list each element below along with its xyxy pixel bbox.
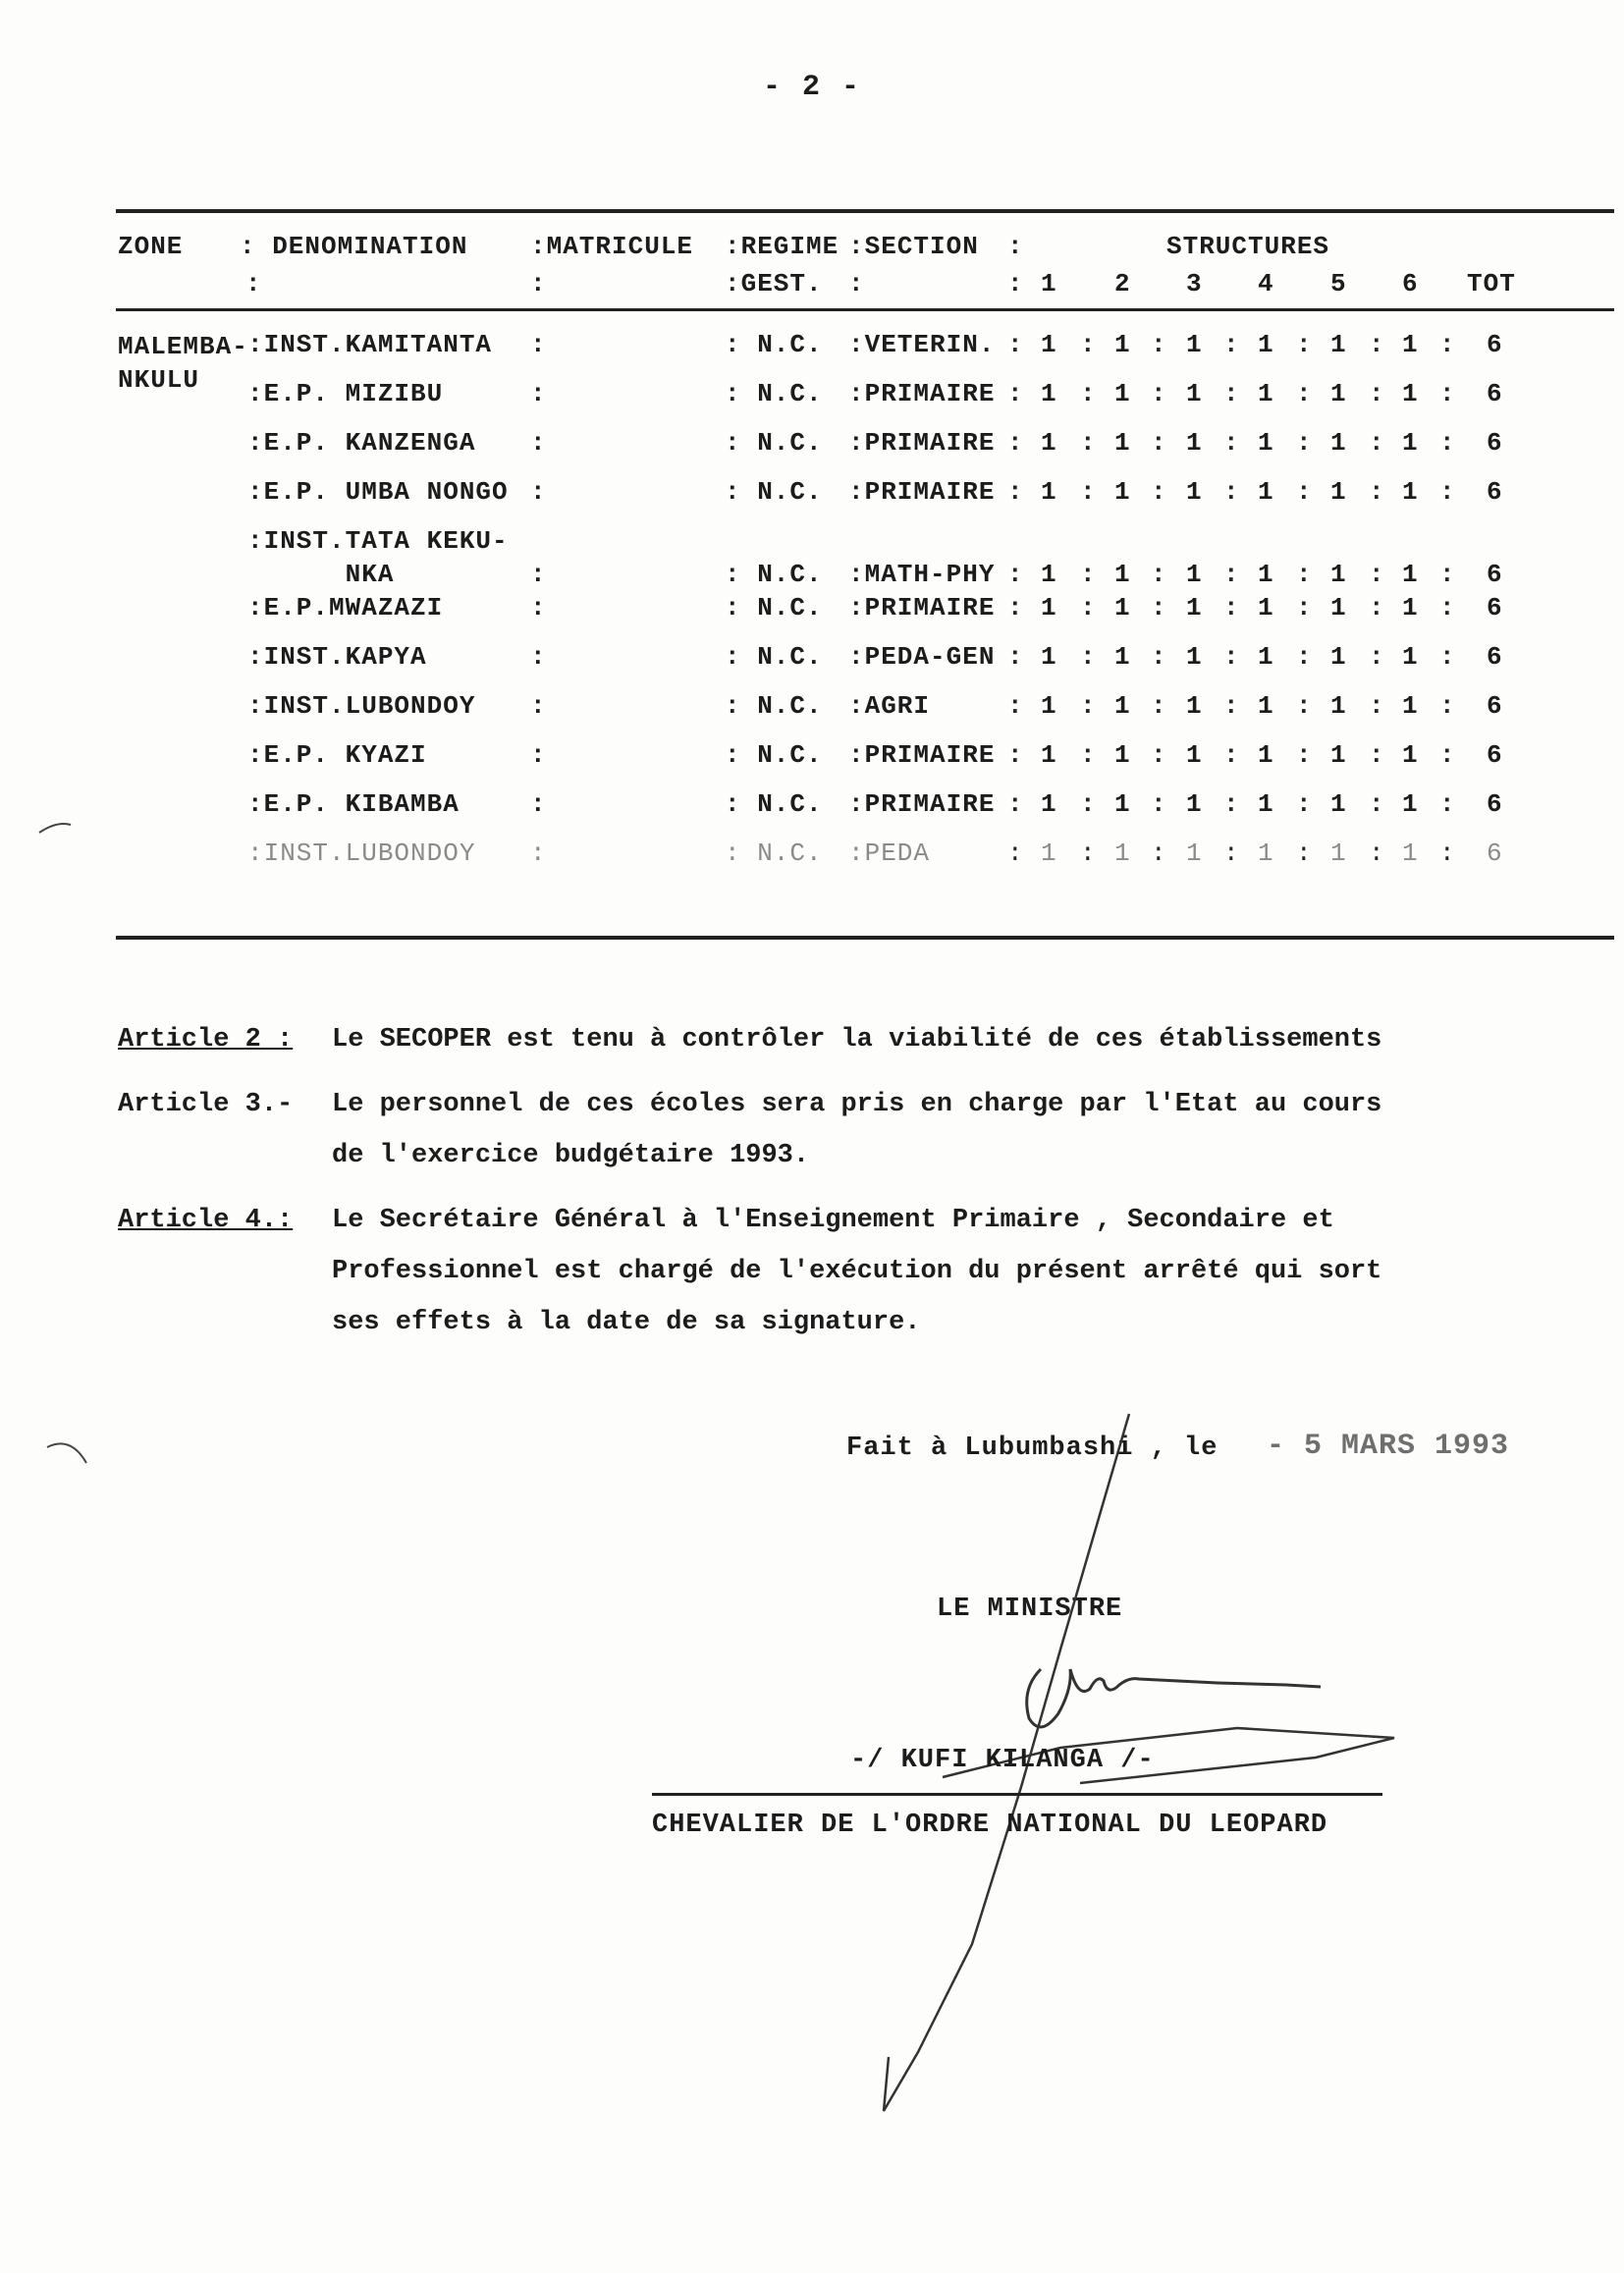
row-matricule-sep: : [530,477,547,507]
row-column-separator: : [1296,560,1313,589]
row-structure-4: 1 [1258,740,1274,770]
article-3-text-line2: de l'exercice budgétaire 1993. [332,1141,810,1170]
row-denomination: :E.P. KANZENGA [247,428,476,458]
row-structure-6: 1 [1402,379,1419,408]
header-matricule: :MATRICULE [530,232,694,261]
page-number: - 2 - [762,71,861,104]
row-column-separator: : [1369,330,1385,359]
row-column-separator: : [1439,839,1456,868]
row-structure-1: 1 [1041,593,1057,622]
article-4-label: Article 4.: [118,1206,294,1235]
row-column-separator: : [1439,740,1456,770]
header-line2-sep-den: : [245,269,262,298]
row-total: 6 [1487,330,1503,359]
row-denomination: :INST.KAPYA [247,642,427,672]
row-column-separator: : [1151,642,1167,672]
row-column-separator: : [1223,642,1240,672]
row-section: :PRIMAIRE [848,379,996,408]
row-column-separator: : [1007,642,1024,672]
row-column-separator: : [1296,330,1313,359]
row-structure-2: 1 [1114,560,1131,589]
row-matricule-sep: : [530,379,547,408]
row-column-separator: : [1151,477,1167,507]
row-structure-5: 1 [1330,428,1347,458]
date-stamp: - 5 MARS 1993 [1267,1430,1510,1463]
row-section: :MATH-PHY [848,560,996,589]
article-2-label: Article 2 : [118,1025,294,1055]
row-column-separator: : [1369,477,1385,507]
row-structure-3: 1 [1186,593,1203,622]
row-denomination: :INST.LUBONDOY [247,691,476,721]
article-4-text-line3: ses effets à la date de sa signature. [332,1308,921,1337]
row-regime: : N.C. [725,560,823,589]
row-column-separator: : [1223,740,1240,770]
row-structure-5: 1 [1330,789,1347,819]
row-denomination: :INST.KAMITANTA [247,330,493,359]
row-column-separator: : [1007,691,1024,721]
row-structure-4: 1 [1258,379,1274,408]
row-structure-3: 1 [1186,642,1203,672]
row-column-separator: : [1151,740,1167,770]
row-structure-6: 1 [1402,593,1419,622]
row-column-separator: : [1296,691,1313,721]
article-2-text: Le SECOPER est tenu à contrôler la viabilité de ces établissements [332,1025,1382,1055]
row-column-separator: : [1439,477,1456,507]
row-total: 6 [1487,740,1503,770]
row-matricule-sep: : [530,642,547,672]
row-structure-2: 1 [1114,593,1131,622]
row-column-separator: : [1439,593,1456,622]
row-column-separator: : [1151,789,1167,819]
row-structure-6: 1 [1402,428,1419,458]
row-column-separator: : [1080,560,1097,589]
row-column-separator: : [1080,379,1097,408]
row-structure-5: 1 [1330,477,1347,507]
row-structure-4: 1 [1258,789,1274,819]
row-column-separator: : [1296,839,1313,868]
row-structure-5: 1 [1330,642,1347,672]
row-total: 6 [1487,691,1503,721]
row-denomination: :INST.TATA KEKU- [247,526,509,556]
row-column-separator: : [1439,379,1456,408]
row-regime: : N.C. [725,839,823,868]
row-structure-1: 1 [1041,330,1057,359]
minister-title: LE MINISTRE [937,1595,1123,1624]
row-column-separator: : [1223,691,1240,721]
row-total: 6 [1487,477,1503,507]
row-structure-1: 1 [1041,428,1057,458]
row-structure-5: 1 [1330,379,1347,408]
row-structure-3: 1 [1186,839,1203,868]
row-column-separator: : [1439,428,1456,458]
row-denomination: :E.P. UMBA NONGO [247,477,509,507]
row-structure-2: 1 [1114,330,1131,359]
row-structure-3: 1 [1186,477,1203,507]
row-structure-4: 1 [1258,560,1274,589]
row-column-separator: : [1223,839,1240,868]
header-section: :SECTION [848,232,979,261]
row-column-separator: : [1151,379,1167,408]
row-structure-3: 1 [1186,379,1203,408]
row-column-separator: : [1296,642,1313,672]
row-column-separator: : [1369,560,1385,589]
row-column-separator: : [1007,740,1024,770]
row-structure-1: 1 [1041,477,1057,507]
row-structure-5: 1 [1330,740,1347,770]
article-3-label: Article 3.- [118,1090,294,1119]
row-structure-1: 1 [1041,642,1057,672]
row-structure-3: 1 [1186,330,1203,359]
row-structure-4: 1 [1258,642,1274,672]
row-total: 6 [1487,593,1503,622]
row-regime: : N.C. [725,789,823,819]
row-column-separator: : [1080,789,1097,819]
header-zone: ZONE [118,232,184,261]
row-structure-6: 1 [1402,691,1419,721]
row-structure-2: 1 [1114,428,1131,458]
header-structure-1: 1 [1041,269,1057,298]
row-column-separator: : [1296,379,1313,408]
row-matricule-sep: : [530,789,547,819]
row-column-separator: : [1439,560,1456,589]
row-structure-2: 1 [1114,379,1131,408]
row-column-separator: : [1007,789,1024,819]
row-total: 6 [1487,839,1503,868]
row-column-separator: : [1223,560,1240,589]
row-structure-4: 1 [1258,428,1274,458]
row-structure-6: 1 [1402,560,1419,589]
row-structure-4: 1 [1258,691,1274,721]
row-column-separator: : [1080,642,1097,672]
row-column-separator: : [1223,428,1240,458]
row-structure-5: 1 [1330,593,1347,622]
row-column-separator: : [1151,560,1167,589]
row-structure-5: 1 [1330,330,1347,359]
row-column-separator: : [1080,428,1097,458]
header-structure-3: 3 [1186,269,1203,298]
zone-name-line2: NKULU [118,365,200,395]
row-column-separator: : [1439,642,1456,672]
header-structure-4: 4 [1258,269,1274,298]
header-section-sep: : [1007,232,1024,261]
header-line2-sep-sec: : [848,269,865,298]
row-total: 6 [1487,379,1503,408]
row-structure-1: 1 [1041,560,1057,589]
row-denomination: :E.P. MIZIBU [247,379,444,408]
row-structure-1: 1 [1041,839,1057,868]
row-structure-4: 1 [1258,593,1274,622]
row-column-separator: : [1439,330,1456,359]
row-column-separator: : [1223,379,1240,408]
row-column-separator: : [1151,428,1167,458]
row-column-separator: : [1007,593,1024,622]
row-column-separator: : [1369,839,1385,868]
row-structure-2: 1 [1114,477,1131,507]
row-structure-5: 1 [1330,691,1347,721]
row-column-separator: : [1223,789,1240,819]
row-structure-6: 1 [1402,839,1419,868]
row-matricule-sep: : [530,740,547,770]
row-column-separator: : [1151,330,1167,359]
row-column-separator: : [1296,477,1313,507]
row-column-separator: : [1080,593,1097,622]
row-column-separator: : [1369,428,1385,458]
row-column-separator: : [1369,740,1385,770]
row-denomination-line2: NKA [247,560,395,589]
row-column-separator: : [1296,428,1313,458]
row-column-separator: : [1151,691,1167,721]
header-total: TOT [1467,269,1516,298]
row-column-separator: : [1080,691,1097,721]
row-column-separator: : [1439,691,1456,721]
article-3-text-line1: Le personnel de ces écoles sera pris en charge par l'Etat au cours [332,1090,1382,1119]
row-column-separator: : [1439,789,1456,819]
row-column-separator: : [1369,789,1385,819]
row-matricule-sep: : [530,560,547,589]
row-regime: : N.C. [725,642,823,672]
row-column-separator: : [1007,839,1024,868]
row-column-separator: : [1151,593,1167,622]
row-denomination: :E.P. KYAZI [247,740,427,770]
row-section: :PEDA [848,839,931,868]
row-section: :PRIMAIRE [848,477,996,507]
row-structure-3: 1 [1186,428,1203,458]
row-matricule-sep: : [530,691,547,721]
row-section: :PRIMAIRE [848,740,996,770]
row-column-separator: : [1296,789,1313,819]
row-structure-1: 1 [1041,789,1057,819]
row-regime: : N.C. [725,691,823,721]
row-structure-4: 1 [1258,477,1274,507]
row-structure-5: 1 [1330,560,1347,589]
row-column-separator: : [1080,839,1097,868]
row-column-separator: : [1223,330,1240,359]
row-matricule-sep: : [530,330,547,359]
row-structure-5: 1 [1330,839,1347,868]
row-structure-6: 1 [1402,330,1419,359]
row-column-separator: : [1369,379,1385,408]
row-column-separator: : [1296,593,1313,622]
row-column-separator: : [1007,560,1024,589]
row-structure-3: 1 [1186,789,1203,819]
row-structure-2: 1 [1114,789,1131,819]
header-line2-sep-mat: : [530,269,547,298]
row-structure-2: 1 [1114,691,1131,721]
header-regime-line2: :GEST. [725,269,823,298]
row-column-separator: : [1369,593,1385,622]
row-regime: : N.C. [725,330,823,359]
header-structure-6: 6 [1402,269,1419,298]
header-structures: STRUCTURES [1166,232,1330,261]
row-matricule-sep: : [530,839,547,868]
row-column-separator: : [1007,428,1024,458]
row-structure-3: 1 [1186,740,1203,770]
row-regime: : N.C. [725,477,823,507]
header-structure-5: 5 [1330,269,1347,298]
row-regime: : N.C. [725,740,823,770]
row-structure-1: 1 [1041,379,1057,408]
row-regime: : N.C. [725,593,823,622]
row-denomination: :E.P. KIBAMBA [247,789,460,819]
row-structure-1: 1 [1041,740,1057,770]
article-4-text-line1: Le Secrétaire Général à l'Enseignement Primaire , Secondaire et [332,1206,1334,1235]
row-column-separator: : [1080,477,1097,507]
row-structure-2: 1 [1114,839,1131,868]
row-matricule-sep: : [530,428,547,458]
row-section: :PRIMAIRE [848,428,996,458]
row-structure-6: 1 [1402,477,1419,507]
row-total: 6 [1487,560,1503,589]
row-structure-6: 1 [1402,642,1419,672]
row-denomination: :INST.LUBONDOY [247,839,476,868]
row-regime: : N.C. [725,428,823,458]
zone-name: MALEMBA- [118,332,248,361]
row-section: :PRIMAIRE [848,789,996,819]
row-total: 6 [1487,642,1503,672]
row-column-separator: : [1007,330,1024,359]
row-matricule-sep: : [530,593,547,622]
header-denomination: : DENOMINATION [240,232,468,261]
row-structure-4: 1 [1258,330,1274,359]
row-section: :VETERIN. [848,330,996,359]
minister-distinction: CHEVALIER DE L'ORDRE NATIONAL DU LEOPARD [652,1811,1328,1840]
row-column-separator: : [1080,740,1097,770]
row-total: 6 [1487,428,1503,458]
header-line2-sep-str: : [1007,269,1024,298]
minister-name: -/ KUFI KILANGA /- [850,1746,1155,1775]
row-total: 6 [1487,789,1503,819]
row-structure-1: 1 [1041,691,1057,721]
article-4-text-line2: Professionnel est chargé de l'exécution du présent arrêté qui sort [332,1257,1382,1286]
row-section: :PRIMAIRE [848,593,996,622]
row-structure-3: 1 [1186,691,1203,721]
row-column-separator: : [1151,839,1167,868]
row-structure-4: 1 [1258,839,1274,868]
row-column-separator: : [1369,691,1385,721]
row-structure-6: 1 [1402,789,1419,819]
row-column-separator: : [1007,379,1024,408]
row-column-separator: : [1080,330,1097,359]
row-regime: : N.C. [725,379,823,408]
place-date: Fait à Lubumbashi , le [846,1434,1218,1463]
row-structure-3: 1 [1186,560,1203,589]
row-section: :PEDA-GEN [848,642,996,672]
row-denomination: :E.P.MWAZAZI [247,593,444,622]
row-column-separator: : [1296,740,1313,770]
row-column-separator: : [1369,642,1385,672]
row-section: :AGRI [848,691,931,721]
row-structure-2: 1 [1114,642,1131,672]
row-structure-2: 1 [1114,740,1131,770]
row-column-separator: : [1223,477,1240,507]
row-column-separator: : [1223,593,1240,622]
header-structure-2: 2 [1114,269,1131,298]
header-regime: :REGIME [725,232,839,261]
row-column-separator: : [1007,477,1024,507]
row-structure-6: 1 [1402,740,1419,770]
